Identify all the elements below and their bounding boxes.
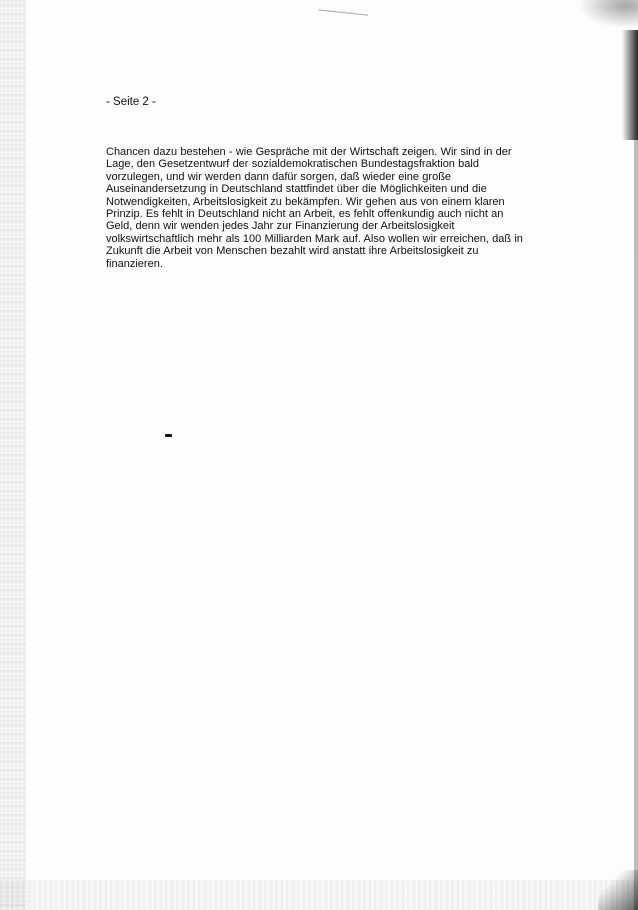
- stray-ink-mark: [165, 434, 172, 437]
- scan-noise-bottom: [0, 880, 638, 910]
- page-number-header: - Seite 2 -: [106, 96, 156, 108]
- scan-edge-right: [622, 30, 638, 140]
- body-paragraph: Chancen dazu bestehen - wie Gespräche mit der Wirtschaft zeigen. Wir sind in der Lage, den Gesetzentwurf der sozialdemokratischen Bundestagsfraktion bald vorzulegen, und wir werden dann dafür sorgen, daß wieder eine große Auseinandersetzung in Deutschland stattfindet über die Möglichkeiten und die Notwendigkeiten, Arbeitslosigkeit zu bekämpfen. Wir gehen aus von einem klaren Prinzip. Es fehlt in Deutschland nicht an Arbeit, es fehlt offenkundig auch nicht an Geld, denn wir wenden jedes Jahr zur Finanzierung der Arbeitslosigkeit volkswirtschaftlich mehr als 100 Milliarden Mark auf. Also wollen wir erreichen, daß in Zukunft die Arbeit von Menschen bezahlt wird anstatt ihre Arbeitslosigkeit zu finanzieren.: [106, 146, 523, 270]
- scan-edge-right-strip: [634, 140, 638, 910]
- scan-scratch: [318, 9, 368, 15]
- scan-noise-left: [0, 0, 26, 910]
- scan-shadow-bottom-right: [598, 870, 638, 910]
- scan-shadow-top-right: [578, 0, 638, 28]
